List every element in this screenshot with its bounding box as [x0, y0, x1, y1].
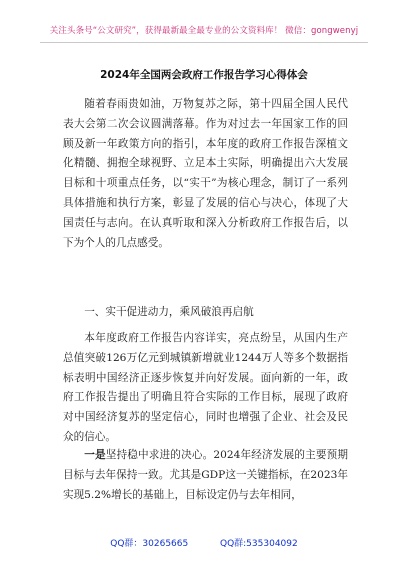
- footer-qq-group-2: QQ群:535304092: [219, 539, 298, 549]
- paragraph-intro: 随着春雨贵如油，万物复苏之际，第十四届全国人民代表大会第二次会议圆满落幕。作为对过去一年国家工作的回顾及新一年政策方向的指引，本年度的政府工作报告深植文化精髓、拥抱全球视野、立足本土实际，明确提出六大发展目标和十项重点任务，以“实干”为核心理念，制订了一系列具体措施和执行方案，彰显了发展的信心与决心，体现了大国责任与志向。在认真听取和深入分析政府工作报告后，以下为个人的几点感受。: [63, 98, 348, 249]
- paragraph-first-point-text: 坚持稳中求进的决心。2024年经济发展的主要预期目标与去年保持一致。尤其是GDP这一关键指标，在2023年实现5.2%增长的基础上，目标设定仍与去年相同，: [63, 449, 348, 501]
- paragraph-economy: 本年度政府工作报告内容详实，亮点纷呈，从国内生产总值突破126万亿元到城镇新增就业1244万人等多个数据指标表明中国经济正逐步恢复并向好发展。面向新的一年，政府工作报告提出了明确且符合实际的工作目标，展现了政府对中国经济复苏的坚定信心，同时也增强了企业、社会及民众的信心。: [63, 332, 348, 443]
- paragraph-first-point: [63, 446, 348, 505]
- footer: [0, 536, 408, 549]
- header-divider: [40, 42, 368, 43]
- section-heading: 一、实干促进动力，乘风破浪再启航: [84, 306, 254, 318]
- paragraph-lead: 一是: [84, 449, 106, 461]
- header-banner: 关注头条号“公文研究”，获得最新最全最专业的公文资料库！ 微信：gongwenyj: [49, 26, 359, 36]
- document-title: 2024年全国两会政府工作报告学习心得体会: [100, 69, 308, 81]
- footer-qq-group-1: QQ群：30265665: [110, 539, 189, 549]
